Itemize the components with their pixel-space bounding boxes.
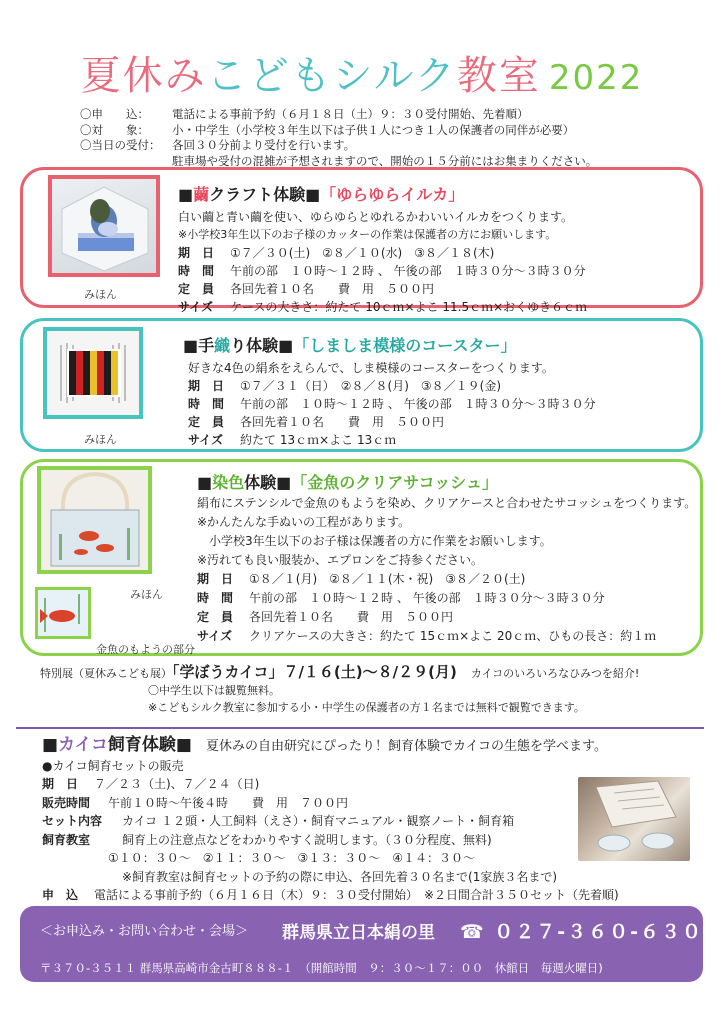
title-part-2: こどもシルク [206,53,457,99]
card-title [183,333,516,356]
card-title [197,470,498,493]
row-value: ①７／３０(土) ②８／１０(水) ③８／１８(木) [230,246,495,260]
exhibition-name: 「学ぼうカイコ」７/１６(土)～８/２９(月) [172,663,457,681]
row-value: 午前の部 １０時～１２時 、 午後の部 １時３０分～３時３０分 [230,264,586,278]
info-row [80,107,597,123]
photo-caption: みほん [84,433,117,446]
title-rest: 体験■ [244,473,292,492]
row-value: 午前１０時～午後４時 費 用 ７００円 [108,795,349,810]
title-part-3: 教室 [456,53,541,99]
card-row [178,244,587,262]
row-value: ①８／１(月) ②８／１１(木・祝) ③８／２０(土) [249,572,526,586]
title-em: 染色 [212,473,245,492]
kaiko-row [42,886,702,905]
organization-name: 群馬県立日本絹の里 [282,923,435,943]
row-key: 期 日 [178,246,215,260]
title-prefix: ■ [197,473,213,492]
card-row [197,570,696,589]
head-lead: 夏休みの自由研究にぴったり！飼育体験でカイコの生態を学べます。 [205,739,607,754]
info-label: 〇当日の受付： [80,138,161,152]
row-key: サイズ [188,433,224,447]
card-row [188,377,596,395]
info-label: 〇申 込： [80,107,149,121]
photo-caption: 金魚のもようの部分 [96,643,195,656]
title-rest: クラフト体験■ [209,185,321,204]
contact-label: ＜お申込み・お問い合わせ・会場＞ [40,924,249,939]
card-body [178,208,587,316]
row-value: 各回先着１０名 費 用 ５００円 [240,415,445,429]
silkworm-heading [42,736,702,757]
kaiko-note: ※飼育教室は飼育セットの予約の際に申込、各回先着３０名まで(1家族３名まで) [122,869,558,884]
row-key: 定 員 [197,610,234,624]
card-row [178,280,587,298]
photo-caption: みほん [84,288,117,301]
card-subtitle: 「金魚のクリアサコッシュ」 [291,473,498,492]
row-value: 午前の部 １０時～１２時 、 午後の部 １時３０分～３時３０分 [240,397,596,411]
row-key: 時 間 [178,264,215,278]
row-value: 電話による事前予約（６月１６日（木）９：３０受付開始） ※２日間合計３５０セット（先着順) [94,888,619,902]
exhibition-note: カイコのいろいろなひみつを紹介! [470,667,640,680]
row-value: 午前の部 １０時～１２時 、 午後の部 １時３０分～３時３０分 [249,591,605,605]
row-value: カイコ １２頭・人工飼料（えさ）・飼育マニュアル・観察ノート・飼育箱 [122,814,515,828]
row-key: セット内容 [42,814,103,828]
contact-footer [20,906,724,982]
page-title [0,44,724,101]
info-value: 小・中学生（小学校３年生以下は子供１人につき１人の保護者の同伴が必要） [172,122,575,137]
row-value: ①７／３１（日） ②８／８(月) ③８／１９(金) [240,379,502,393]
sale-heading: ●カイコ飼育セットの販売 [42,758,184,773]
special-exhibition [40,664,639,716]
row-value: ケースの大きさ：約たて 10ｃｍ×よこ 11.5ｃｍ×おくゆき６ｃｍ [230,300,588,314]
silkworm-set-photo [578,777,690,861]
class-times: ①１０：３０～ ②１１：３０～ ③１３：３０～ ④１４：３０～ [108,851,476,865]
coaster-sample-photo [43,327,143,419]
card-row [188,431,596,449]
info-label: 〇対 象： [80,122,149,137]
phone-number[interactable]: ☎ ０２７-３６０-６３００ [460,921,724,943]
row-value: 各回先着１０名 費 用 ５００円 [249,610,454,624]
row-key: 定 員 [178,282,215,296]
info-row [80,123,597,139]
card-body [188,359,596,449]
card-row [178,298,587,316]
card-row [188,395,596,413]
info-row [80,138,597,154]
goldfish-pattern-photo [35,587,91,639]
row-value: 飼育上の注意点などをわかりやすく説明します。（３０分程度、無料) [122,832,492,847]
card-row [197,608,696,627]
card-line: 好きな4色の絹糸をえらんで、しま模様のコースターをつくります。 [188,361,554,375]
exhibition-line [40,664,639,682]
info-value: 駐車場や受付の混雑が予想されますので、開始の１５分前にはお集まりください。 [172,153,598,168]
info-value: 各回３０分前より受付を行います。 [172,138,356,152]
head-em: カイコ [58,735,108,755]
row-key: 定 員 [188,415,225,429]
card-row [188,413,596,431]
row-key: 時 間 [188,397,225,411]
title-year: 2022 [548,58,644,98]
card-title [178,182,464,205]
row-value: 約たて 13ｃｍ×よこ 13ｃｍ [240,433,397,447]
title-em: 繭 [193,185,210,204]
head-rest: 飼育体験■ [107,735,192,755]
exhibition-line: 〇中学生以下は観覧無料。 [148,684,280,697]
title-em: 織 [214,336,231,355]
section-divider [16,727,704,729]
row-key: 販売時間 [42,795,91,810]
card-row [197,589,696,608]
row-key: 期 日 [197,572,234,586]
card-line: 白い繭と青い繭を使い、ゆらゆらとゆれるかわいいイルカをつくります。 [178,210,574,224]
address-line: 〒３７０-３５１１ 群馬県高崎市金古町８８８-１ （開館時間 ９：３０～１７：００ 休館日 毎週火曜日) [40,961,603,975]
card-subtitle: 「しましま模様のコースター」 [293,336,517,355]
row-value: 各回先着１０名 費 用 ５００円 [230,282,435,296]
row-key: サイズ [197,629,233,643]
photo-caption: みほん [130,588,163,601]
title-prefix: ■ [178,185,194,204]
row-key: 飼育教室 [42,832,91,847]
row-key: 申 込 [42,888,79,902]
card-line: ※小学校3年生以下のお子様のカッターの作業は保護者の方にお願いします。 [178,228,557,241]
row-key: 期 日 [188,379,225,393]
card-line: 小学校3年生以下のお子様は保護者の方に作業をお願いします。 [197,534,552,548]
info-value: 電話による事前予約（６月１８日（土）９：３０受付開始、先着順） [172,107,529,121]
card-line: ※かんたんな手ぬいの工程があります。 [197,515,411,529]
card-line: 絹布にステンシルで金魚のもようを染め、クリアケースと合わせたサコッシュをつくります。 [197,496,697,510]
title-rest: り体験■ [230,336,294,355]
row-value: クリアケースの大きさ：約たて 15ｃｍ×よこ 20ｃｍ、ひもの長さ：約１ｍ [249,629,657,643]
exhibition-line: ※こどもシルク教室に参加する小・中学生の保護者の方１名までは無料で観覧できます。 [148,701,585,714]
card-body [197,494,696,646]
card-line: ※汚れても良い服装か、エプロンをご持参ください。 [197,553,484,567]
row-key: 時 間 [197,591,234,605]
title-prefix: ■手 [183,336,215,355]
sacoche-sample-photo [37,466,152,574]
row-value: ７／２３（土)、７／２４（日) [94,777,260,791]
row-key: 期 日 [42,777,79,791]
general-info [80,107,597,169]
card-subtitle: 「ゆらゆらイルカ」 [320,185,465,204]
card-row [197,627,696,646]
row-key: サイズ [178,300,214,314]
card-row [178,262,587,280]
dolphin-sample-photo [48,175,160,277]
title-part-1: 夏休み [80,53,207,99]
exhibition-prefix: 特別展（夏休みこども展） [40,667,172,680]
head-prefix: ■ [42,735,59,755]
